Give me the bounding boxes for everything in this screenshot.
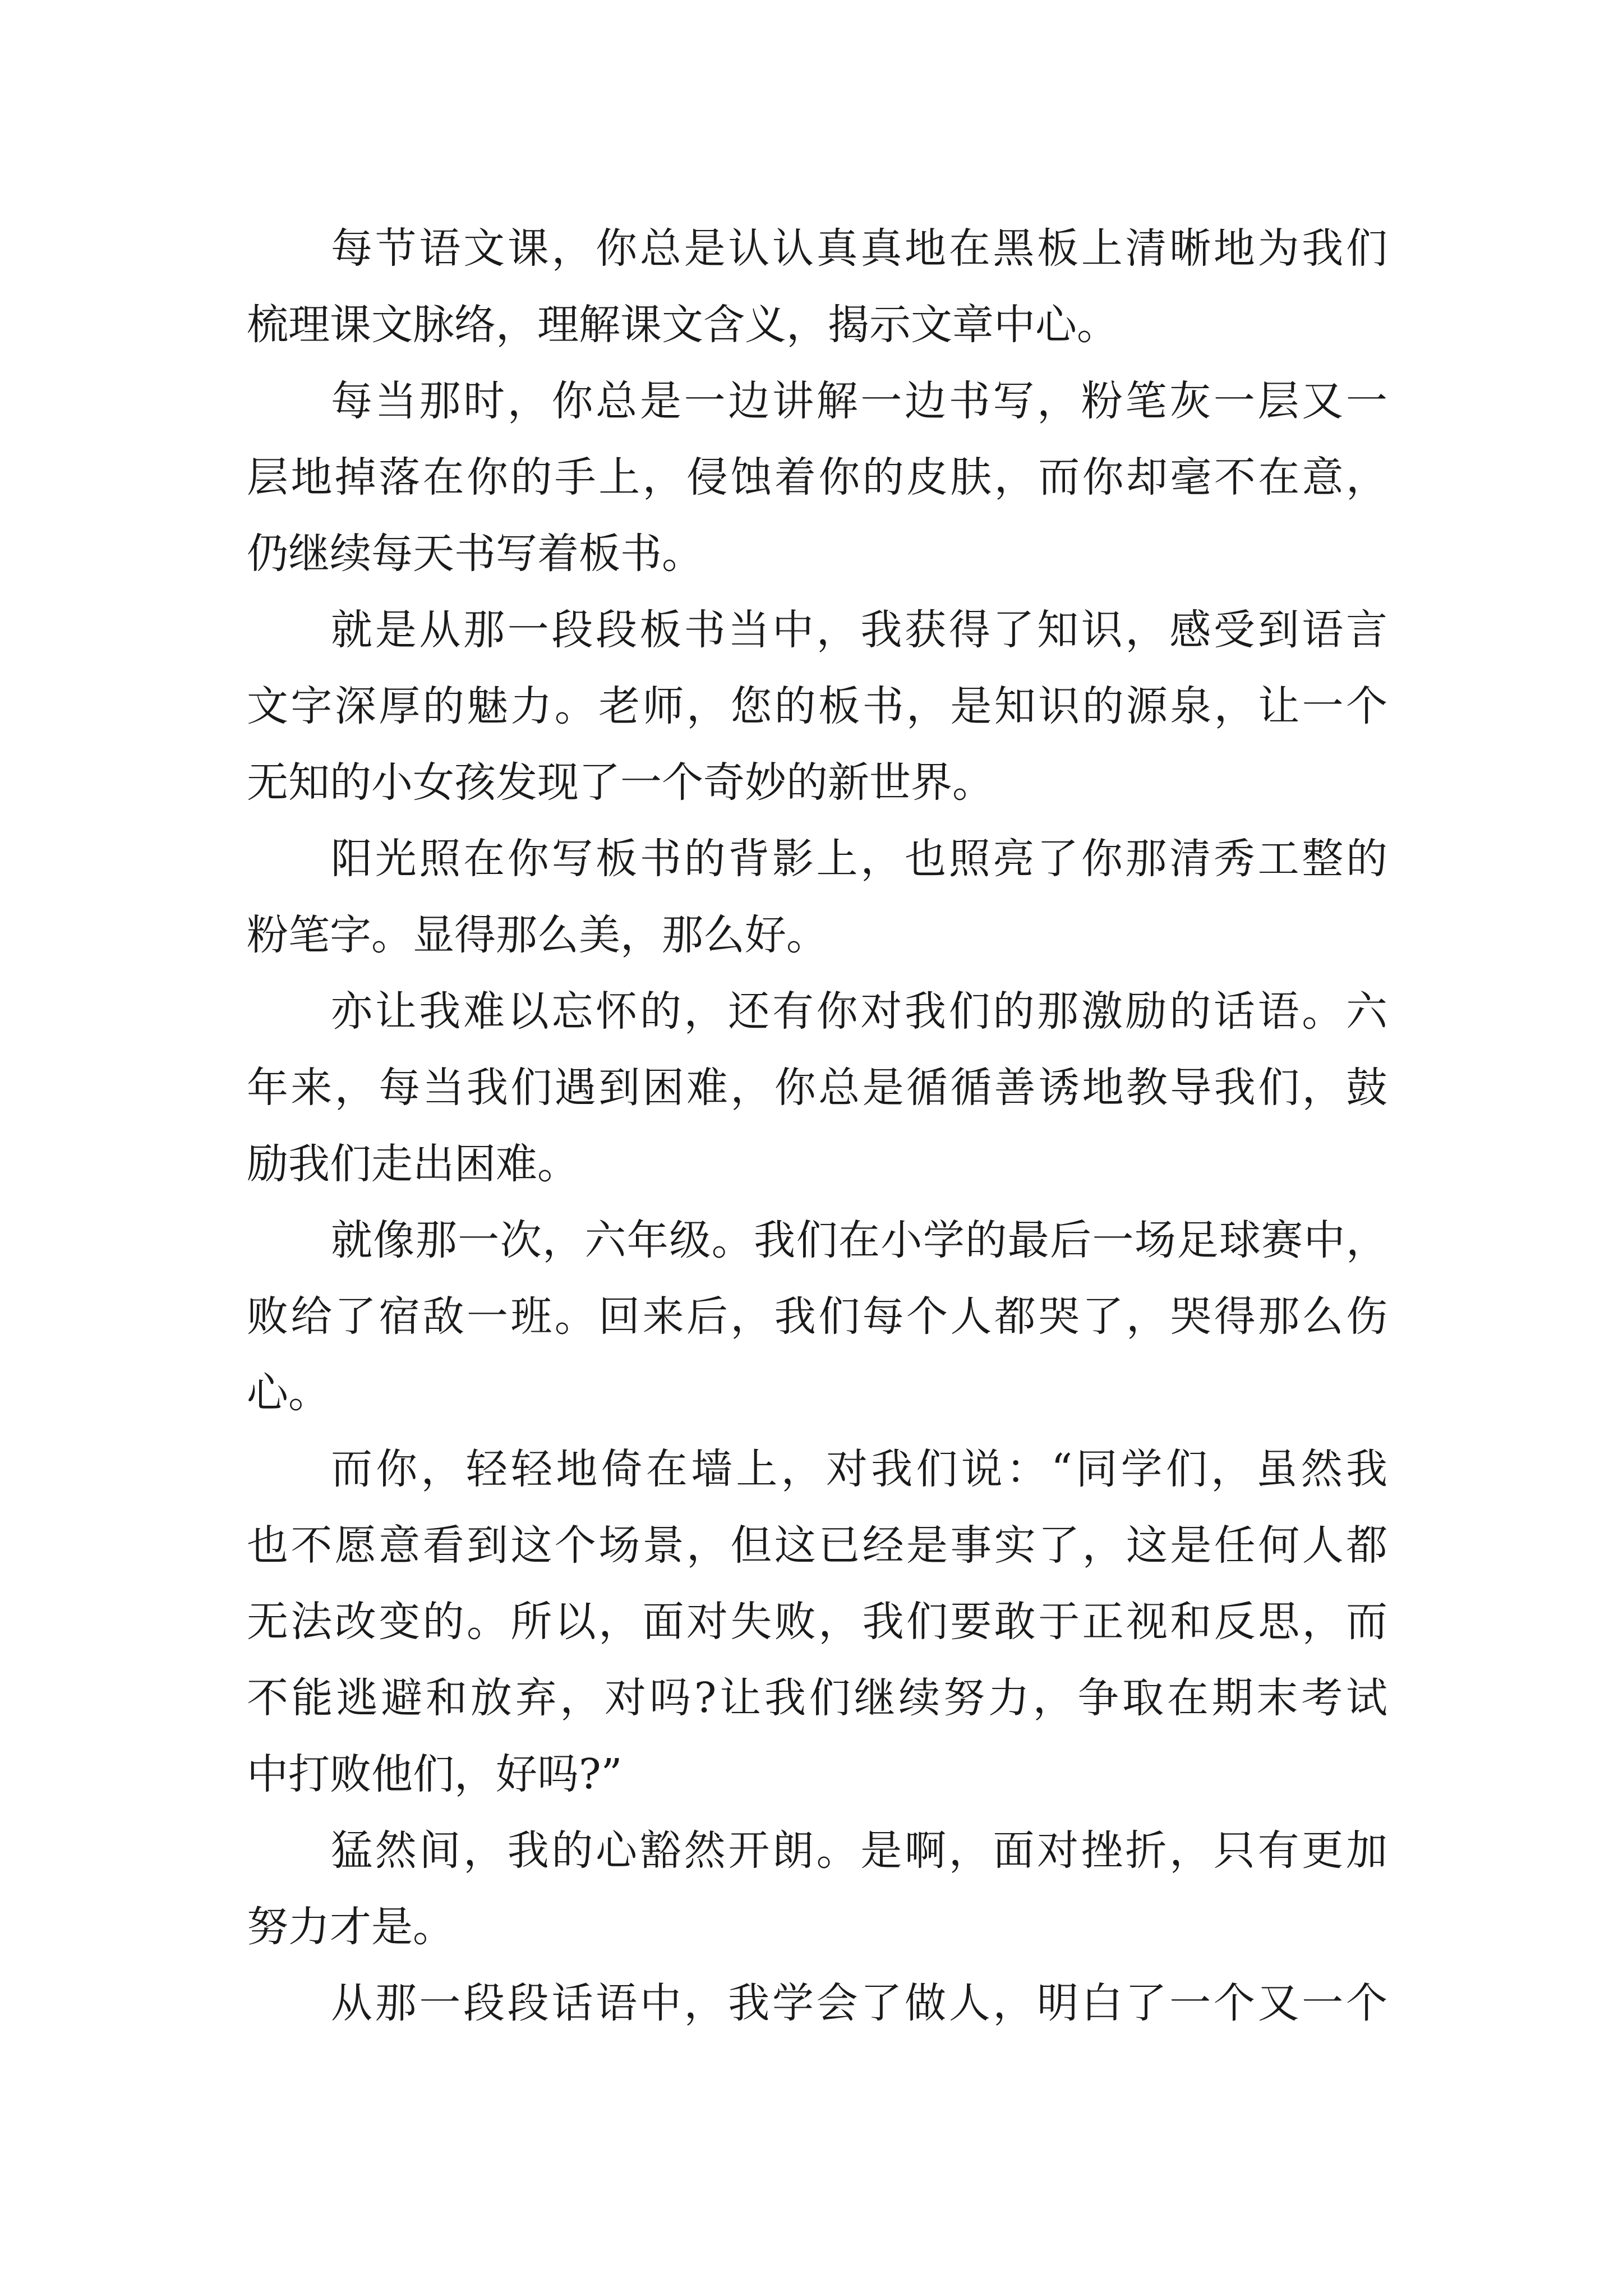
text-line: 仍继续每天书写着板书。 bbox=[247, 530, 703, 578]
text-line: 阳光照在你写板书的背影上，也照亮了你那清秀工整的 bbox=[331, 835, 1387, 883]
paragraph bbox=[247, 973, 1387, 1202]
text-line: 而你，轻轻地倚在墙上，对我们说：“同学们，虽然我 bbox=[331, 1445, 1387, 1493]
text-line: 每节语文课，你总是认认真真地在黑板上清晰地为我们 bbox=[331, 224, 1387, 273]
text-line: 层地掉落在你的手上，侵蚀着你的皮肤，而你却毫不在意， bbox=[247, 453, 1387, 501]
text-line: 就是从那一段段板书当中，我获得了知识，感受到语言 bbox=[331, 606, 1387, 654]
paragraph bbox=[247, 1965, 1387, 2041]
text-line: 每当那时，你总是一边讲解一边书写，粉笔灰一层又一 bbox=[331, 377, 1387, 425]
paragraph bbox=[247, 821, 1387, 973]
paragraph bbox=[247, 1431, 1387, 1812]
text-line: 猛然间，我的心豁然开朗。是啊，面对挫折，只有更加 bbox=[331, 1826, 1387, 1875]
text-line: 就像那一次，六年级。我们在小学的最后一场足球赛中， bbox=[331, 1216, 1387, 1264]
text-line: 从那一段段话语中，我学会了做人，明白了一个又一个 bbox=[331, 1979, 1387, 2027]
paragraph bbox=[247, 210, 1387, 363]
text-line: 无知的小女孩发现了一个奇妙的新世界。 bbox=[247, 758, 994, 807]
paragraph bbox=[247, 363, 1387, 592]
document-body bbox=[247, 210, 1387, 2041]
paragraph bbox=[247, 1202, 1387, 1431]
paragraph bbox=[247, 1812, 1387, 1965]
text-line: 中打败他们，好吗?” bbox=[247, 1750, 623, 1798]
text-line: 不能逃避和放弃，对吗?让我们继续努力，争取在期末考试 bbox=[247, 1674, 1387, 1722]
text-line: 努力才是。 bbox=[247, 1903, 454, 1951]
text-line: 文字深厚的魅力。老师，您的板书，是知识的源泉，让一个 bbox=[247, 682, 1387, 730]
paragraph bbox=[247, 592, 1387, 821]
text-line: 亦让我难以忘怀的，还有你对我们的那激励的话语。六 bbox=[331, 987, 1387, 1036]
text-line: 粉笔字。显得那么美，那么好。 bbox=[247, 911, 828, 959]
text-line: 心。 bbox=[247, 1369, 330, 1417]
text-line: 年来，每当我们遇到困难，你总是循循善诱地教导我们，鼓 bbox=[247, 1064, 1387, 1112]
text-line: 也不愿意看到这个场景，但这已经是事实了，这是任何人都 bbox=[247, 1521, 1387, 1570]
text-line: 败给了宿敌一班。回来后，我们每个人都哭了，哭得那么伤 bbox=[247, 1292, 1387, 1341]
text-line: 励我们走出困难。 bbox=[247, 1140, 579, 1188]
text-line: 无法改变的。所以，面对失败，我们要敢于正视和反思，而 bbox=[247, 1598, 1387, 1646]
text-line: 梳理课文脉络，理解课文含义，揭示文章中心。 bbox=[247, 301, 1118, 349]
